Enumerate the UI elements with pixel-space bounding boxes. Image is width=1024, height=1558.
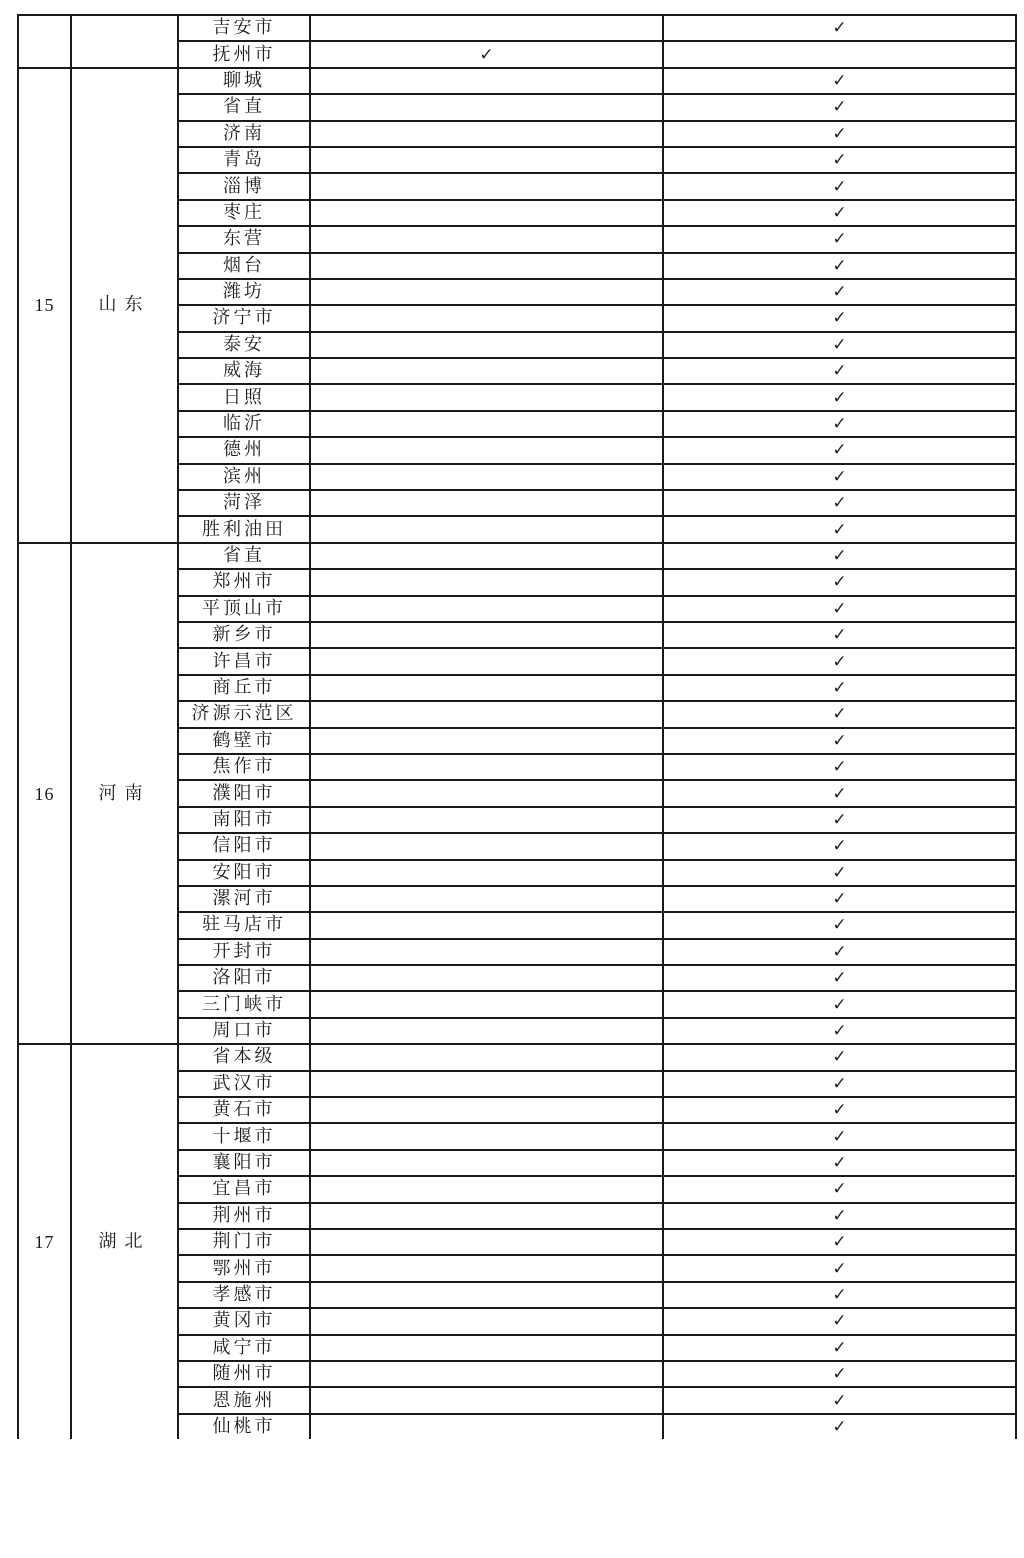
check-cell-a	[310, 1414, 663, 1439]
check-cell-b: ✓	[663, 728, 1016, 754]
city-cell: 省直	[178, 543, 310, 569]
check-cell-a	[310, 728, 663, 754]
check-cell-b: ✓	[663, 675, 1016, 701]
check-cell-b: ✓	[663, 490, 1016, 516]
check-cell-a	[310, 437, 663, 463]
check-cell-a	[310, 860, 663, 886]
city-cell: 临沂	[178, 411, 310, 437]
check-cell-a	[310, 701, 663, 727]
check-cell-a	[310, 358, 663, 384]
city-cell: 省直	[178, 94, 310, 120]
check-cell-b: ✓	[663, 991, 1016, 1017]
city-cell: 淄博	[178, 173, 310, 199]
check-cell-b: ✓	[663, 200, 1016, 226]
city-cell: 滨州	[178, 464, 310, 490]
check-cell-a	[310, 332, 663, 358]
check-cell-a	[310, 490, 663, 516]
check-cell-b: ✓	[663, 94, 1016, 120]
city-cell: 恩施州	[178, 1387, 310, 1413]
group-number-cell: 16	[18, 543, 71, 1044]
city-cell: 郑州市	[178, 569, 310, 595]
check-cell-a	[310, 965, 663, 991]
city-cell: 安阳市	[178, 860, 310, 886]
province-cell: 河南	[71, 543, 178, 1044]
check-cell-b: ✓	[663, 1387, 1016, 1413]
check-cell-b: ✓	[663, 1361, 1016, 1387]
city-cell: 仙桃市	[178, 1414, 310, 1439]
province-cell: 山东	[71, 68, 178, 543]
check-cell-a	[310, 1308, 663, 1334]
check-cell-a	[310, 200, 663, 226]
city-cell: 开封市	[178, 939, 310, 965]
city-cell: 十堰市	[178, 1123, 310, 1149]
check-cell-a	[310, 912, 663, 938]
check-cell-b: ✓	[663, 384, 1016, 410]
province-cell	[71, 15, 178, 68]
province-cell: 湖北	[71, 1044, 178, 1439]
city-cell: 日照	[178, 384, 310, 410]
check-cell-b: ✓	[663, 147, 1016, 173]
check-cell-b: ✓	[663, 15, 1016, 41]
check-cell-a	[310, 1044, 663, 1070]
check-cell-b: ✓	[663, 411, 1016, 437]
check-cell-b: ✓	[663, 912, 1016, 938]
check-cell-a	[310, 886, 663, 912]
city-cell: 洛阳市	[178, 965, 310, 991]
city-cell: 枣庄	[178, 200, 310, 226]
check-cell-a	[310, 991, 663, 1017]
check-cell-b: ✓	[663, 1308, 1016, 1334]
city-cell: 济源示范区	[178, 701, 310, 727]
check-cell-a	[310, 648, 663, 674]
group-number-cell: 17	[18, 1044, 71, 1439]
city-cell: 菏泽	[178, 490, 310, 516]
check-cell-b: ✓	[663, 121, 1016, 147]
check-cell-b	[663, 41, 1016, 67]
city-cell: 黄石市	[178, 1097, 310, 1123]
check-cell-b: ✓	[663, 939, 1016, 965]
check-cell-b: ✓	[663, 1335, 1016, 1361]
check-cell-b: ✓	[663, 253, 1016, 279]
check-cell-b: ✓	[663, 1255, 1016, 1281]
city-cell: 平顶山市	[178, 596, 310, 622]
city-cell: 胜利油田	[178, 516, 310, 542]
check-cell-a	[310, 754, 663, 780]
check-cell-a	[310, 1255, 663, 1281]
region-table	[17, 14, 1017, 1439]
city-cell: 德州	[178, 437, 310, 463]
check-cell-a	[310, 94, 663, 120]
check-cell-a	[310, 1018, 663, 1044]
city-cell: 威海	[178, 358, 310, 384]
city-cell: 鄂州市	[178, 1255, 310, 1281]
check-cell-a	[310, 807, 663, 833]
check-cell-a	[310, 147, 663, 173]
check-cell-b: ✓	[663, 1018, 1016, 1044]
city-cell: 襄阳市	[178, 1150, 310, 1176]
check-cell-b: ✓	[663, 965, 1016, 991]
check-cell-b: ✓	[663, 833, 1016, 859]
table-row	[18, 68, 1016, 94]
check-cell-a	[310, 569, 663, 595]
check-cell-b: ✓	[663, 1150, 1016, 1176]
city-cell: 新乡市	[178, 622, 310, 648]
check-cell-a	[310, 279, 663, 305]
check-cell-a	[310, 1282, 663, 1308]
city-cell: 吉安市	[178, 15, 310, 41]
check-cell-a	[310, 1150, 663, 1176]
check-cell-b: ✓	[663, 1123, 1016, 1149]
check-cell-a	[310, 121, 663, 147]
check-cell-a	[310, 68, 663, 94]
check-cell-a	[310, 1123, 663, 1149]
table-row	[18, 15, 1016, 41]
check-cell-b: ✓	[663, 226, 1016, 252]
city-cell: 潍坊	[178, 279, 310, 305]
check-cell-b: ✓	[663, 279, 1016, 305]
check-cell-a	[310, 543, 663, 569]
check-cell-b: ✓	[663, 701, 1016, 727]
city-cell: 信阳市	[178, 833, 310, 859]
check-cell-b: ✓	[663, 437, 1016, 463]
city-cell: 济南	[178, 121, 310, 147]
table-row	[18, 1044, 1016, 1070]
check-cell-b: ✓	[663, 68, 1016, 94]
check-cell-b: ✓	[663, 569, 1016, 595]
check-cell-a	[310, 622, 663, 648]
check-cell-a	[310, 596, 663, 622]
group-number-cell: 15	[18, 68, 71, 543]
city-cell: 随州市	[178, 1361, 310, 1387]
check-cell-b: ✓	[663, 622, 1016, 648]
city-cell: 咸宁市	[178, 1335, 310, 1361]
city-cell: 商丘市	[178, 675, 310, 701]
check-cell-b: ✓	[663, 1071, 1016, 1097]
check-cell-a	[310, 1229, 663, 1255]
group-number-cell	[18, 15, 71, 68]
check-cell-b: ✓	[663, 1203, 1016, 1229]
check-cell-b: ✓	[663, 886, 1016, 912]
check-cell-a	[310, 173, 663, 199]
check-cell-b: ✓	[663, 860, 1016, 886]
check-cell-a	[310, 1361, 663, 1387]
city-cell: 许昌市	[178, 648, 310, 674]
check-cell-a	[310, 939, 663, 965]
check-cell-b: ✓	[663, 464, 1016, 490]
check-cell-b: ✓	[663, 305, 1016, 331]
city-cell: 青岛	[178, 147, 310, 173]
check-cell-a	[310, 780, 663, 806]
table-row	[18, 543, 1016, 569]
check-cell-a	[310, 1097, 663, 1123]
check-cell-a: ✓	[310, 41, 663, 67]
city-cell: 抚州市	[178, 41, 310, 67]
check-cell-b: ✓	[663, 516, 1016, 542]
city-cell: 鹤壁市	[178, 728, 310, 754]
city-cell: 孝感市	[178, 1282, 310, 1308]
check-cell-a	[310, 516, 663, 542]
check-cell-a	[310, 1203, 663, 1229]
check-cell-a	[310, 411, 663, 437]
city-cell: 南阳市	[178, 807, 310, 833]
check-cell-b: ✓	[663, 543, 1016, 569]
city-cell: 武汉市	[178, 1071, 310, 1097]
check-cell-b: ✓	[663, 807, 1016, 833]
city-cell: 驻马店市	[178, 912, 310, 938]
city-cell: 焦作市	[178, 754, 310, 780]
city-cell: 周口市	[178, 1018, 310, 1044]
table-body	[18, 15, 1016, 1439]
city-cell: 荆门市	[178, 1229, 310, 1255]
check-cell-a	[310, 464, 663, 490]
city-cell: 烟台	[178, 253, 310, 279]
check-cell-b: ✓	[663, 1097, 1016, 1123]
city-cell: 聊城	[178, 68, 310, 94]
check-cell-a	[310, 226, 663, 252]
city-cell: 宜昌市	[178, 1176, 310, 1202]
city-cell: 三门峡市	[178, 991, 310, 1017]
city-cell: 漯河市	[178, 886, 310, 912]
check-cell-b: ✓	[663, 332, 1016, 358]
city-cell: 省本级	[178, 1044, 310, 1070]
check-cell-a	[310, 15, 663, 41]
check-cell-a	[310, 833, 663, 859]
check-cell-b: ✓	[663, 648, 1016, 674]
city-cell: 濮阳市	[178, 780, 310, 806]
check-cell-b: ✓	[663, 1414, 1016, 1439]
check-cell-b: ✓	[663, 1176, 1016, 1202]
check-cell-b: ✓	[663, 780, 1016, 806]
check-cell-b: ✓	[663, 754, 1016, 780]
check-cell-a	[310, 1176, 663, 1202]
check-cell-b: ✓	[663, 1282, 1016, 1308]
check-cell-a	[310, 253, 663, 279]
check-cell-a	[310, 384, 663, 410]
check-cell-a	[310, 1387, 663, 1413]
check-cell-b: ✓	[663, 1044, 1016, 1070]
check-cell-b: ✓	[663, 596, 1016, 622]
city-cell: 东营	[178, 226, 310, 252]
check-cell-a	[310, 1071, 663, 1097]
city-cell: 泰安	[178, 332, 310, 358]
city-cell: 济宁市	[178, 305, 310, 331]
check-cell-a	[310, 305, 663, 331]
city-cell: 黄冈市	[178, 1308, 310, 1334]
check-cell-a	[310, 1335, 663, 1361]
check-cell-b: ✓	[663, 173, 1016, 199]
check-cell-b: ✓	[663, 358, 1016, 384]
check-cell-b: ✓	[663, 1229, 1016, 1255]
city-cell: 荆州市	[178, 1203, 310, 1229]
check-cell-a	[310, 675, 663, 701]
